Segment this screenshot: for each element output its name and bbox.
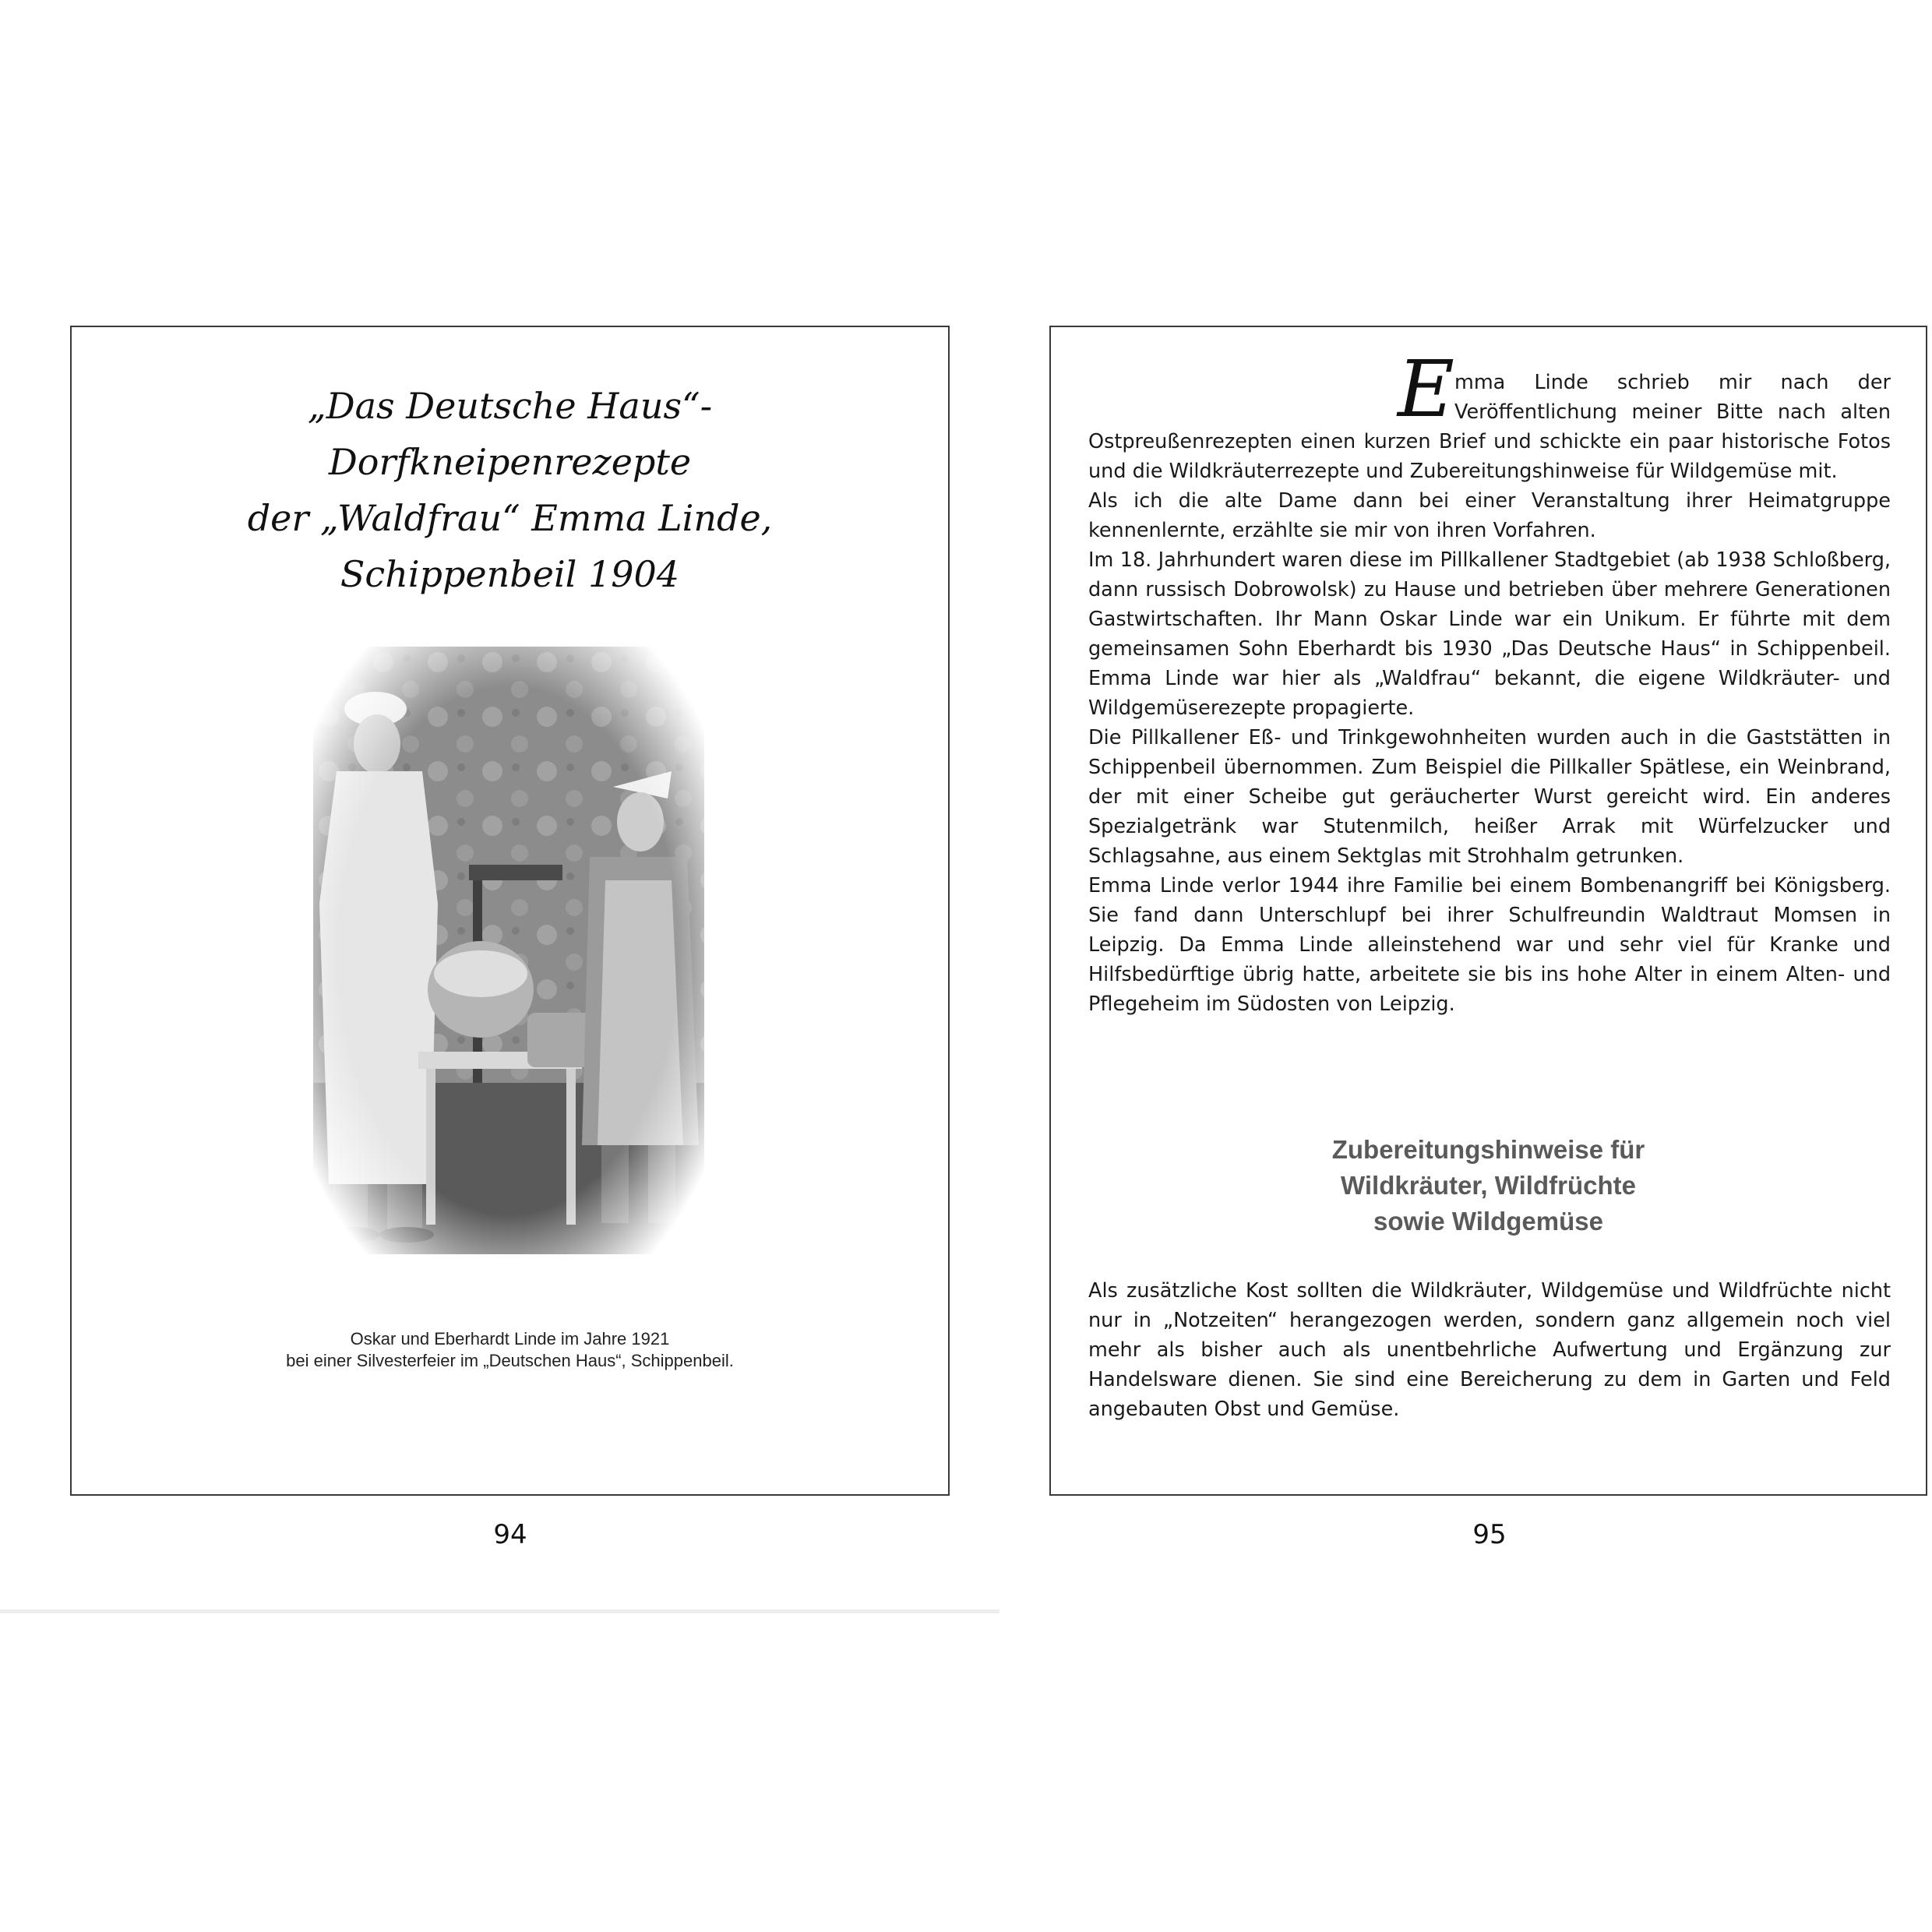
section-heading [1051, 1132, 1926, 1239]
section-text [1088, 1276, 1891, 1424]
caption-line: Oskar und Eberhardt Linde im Jahre 1921 [350, 1329, 670, 1349]
paragraph: Als ich die alte Dame dann bei einer Veranstaltung ihrer Heimatgruppe kennenlernte, erzählte sie mir von ihren Vorfahren. [1088, 489, 1891, 542]
divider [0, 1609, 999, 1613]
left-page [70, 326, 950, 1496]
right-page [1049, 326, 1927, 1496]
page-number-right: 95 [1472, 1519, 1507, 1550]
title-line: der „Waldfrau“ Emma Linde, [247, 497, 773, 539]
drop-cap [1088, 344, 1454, 435]
heading-line: Zubereitungshinweise für [1331, 1135, 1645, 1164]
title-line: Schippenbeil 1904 [340, 553, 680, 595]
historic-photo [313, 647, 704, 1254]
title-line: Dorfkneipenrezepte [328, 441, 692, 483]
paragraph: Die Pillkallener Eß- und Trinkgewohnheiten wurden auch in die Gaststätten in Schippenbeil übernommen. Zum Beispiel die Pillkaller Spätlese, ein Weinbrand, der mit einer Scheibe gut geräucherter Wurst gereicht wird. Ein anderes Spezialgetränk war Stutenmilch, heißer Arrak mit Würfelzucker und Schlagsahne, aus einem Sektglas mit Strohhalm getrunken. [1088, 726, 1891, 868]
paragraph: Als zusätzliche Kost sollten die Wildkräuter, Wildgemüse und Wildfrüchte nicht nur in „Notzeiten“ herangezogen werden, sondern ganz allgemein noch viel mehr als bisher auch als unentbehrliche Aufwertung und Ergänzung zur Handelsware dienen. Sie sind eine Bereicherung zu dem in Garten und Feld angebauten Obst und Gemüse. [1088, 1279, 1891, 1421]
title-line: „Das Deutsche Haus“- [307, 385, 713, 427]
paragraph: Im 18. Jahrhundert waren diese im Pillkallener Stadtgebiet (ab 1938 Schloßberg, dann russisch Dobrowolsk) zu Hause und betrieben über mehrere Generationen Gastwirtschaften. Ihr Mann Oskar Linde war ein Unikum. Er führte mit dem gemeinsamen Sohn Eberhardt bis 1930 „Das Deutsche Haus“ in Schippenbeil. Emma Linde war hier als „Waldfrau“ bekannt, die eigene Wildkräuter- und Wildgemüserezepte propagierte. [1088, 548, 1891, 720]
paragraph: mma Linde schrieb mir nach der Veröffentlichung meiner Bitte nach alten Ostpreußenrezepten einen kurzen Brief und schickte ein paar historische Fotos und die Wildkräuterrezepte und Zubereitungshinweise für Wildgemüse mit. [1088, 371, 1891, 483]
chapter-title [72, 378, 948, 602]
photo-caption [72, 1328, 948, 1372]
paragraph: Emma Linde verlor 1944 ihre Familie bei einem Bombenangriff bei Königsberg. Sie fand dann Unterschlupf bei ihrer Schulfreundin Waldtraut Momsen in Leipzig. Da Emma Linde alleinstehend war und sehr viel für Kranke und Hilfsbedürftige übrig hatte, arbeitete sie bis ins hohe Alter in einem Alten- und Pflegeheim im Südosten von Leipzig. [1088, 874, 1891, 1016]
page-number-left: 94 [493, 1519, 527, 1550]
heading-line: sowie Wildgemüse [1373, 1207, 1603, 1236]
intro-text [1088, 344, 1891, 1019]
drop-cap-letter: E [1398, 344, 1454, 435]
heading-line: Wildkräuter, Wildfrüchte [1341, 1171, 1636, 1200]
caption-line: bei einer Silvesterfeier im „Deutschen Haus“, Schippenbeil. [286, 1351, 734, 1370]
